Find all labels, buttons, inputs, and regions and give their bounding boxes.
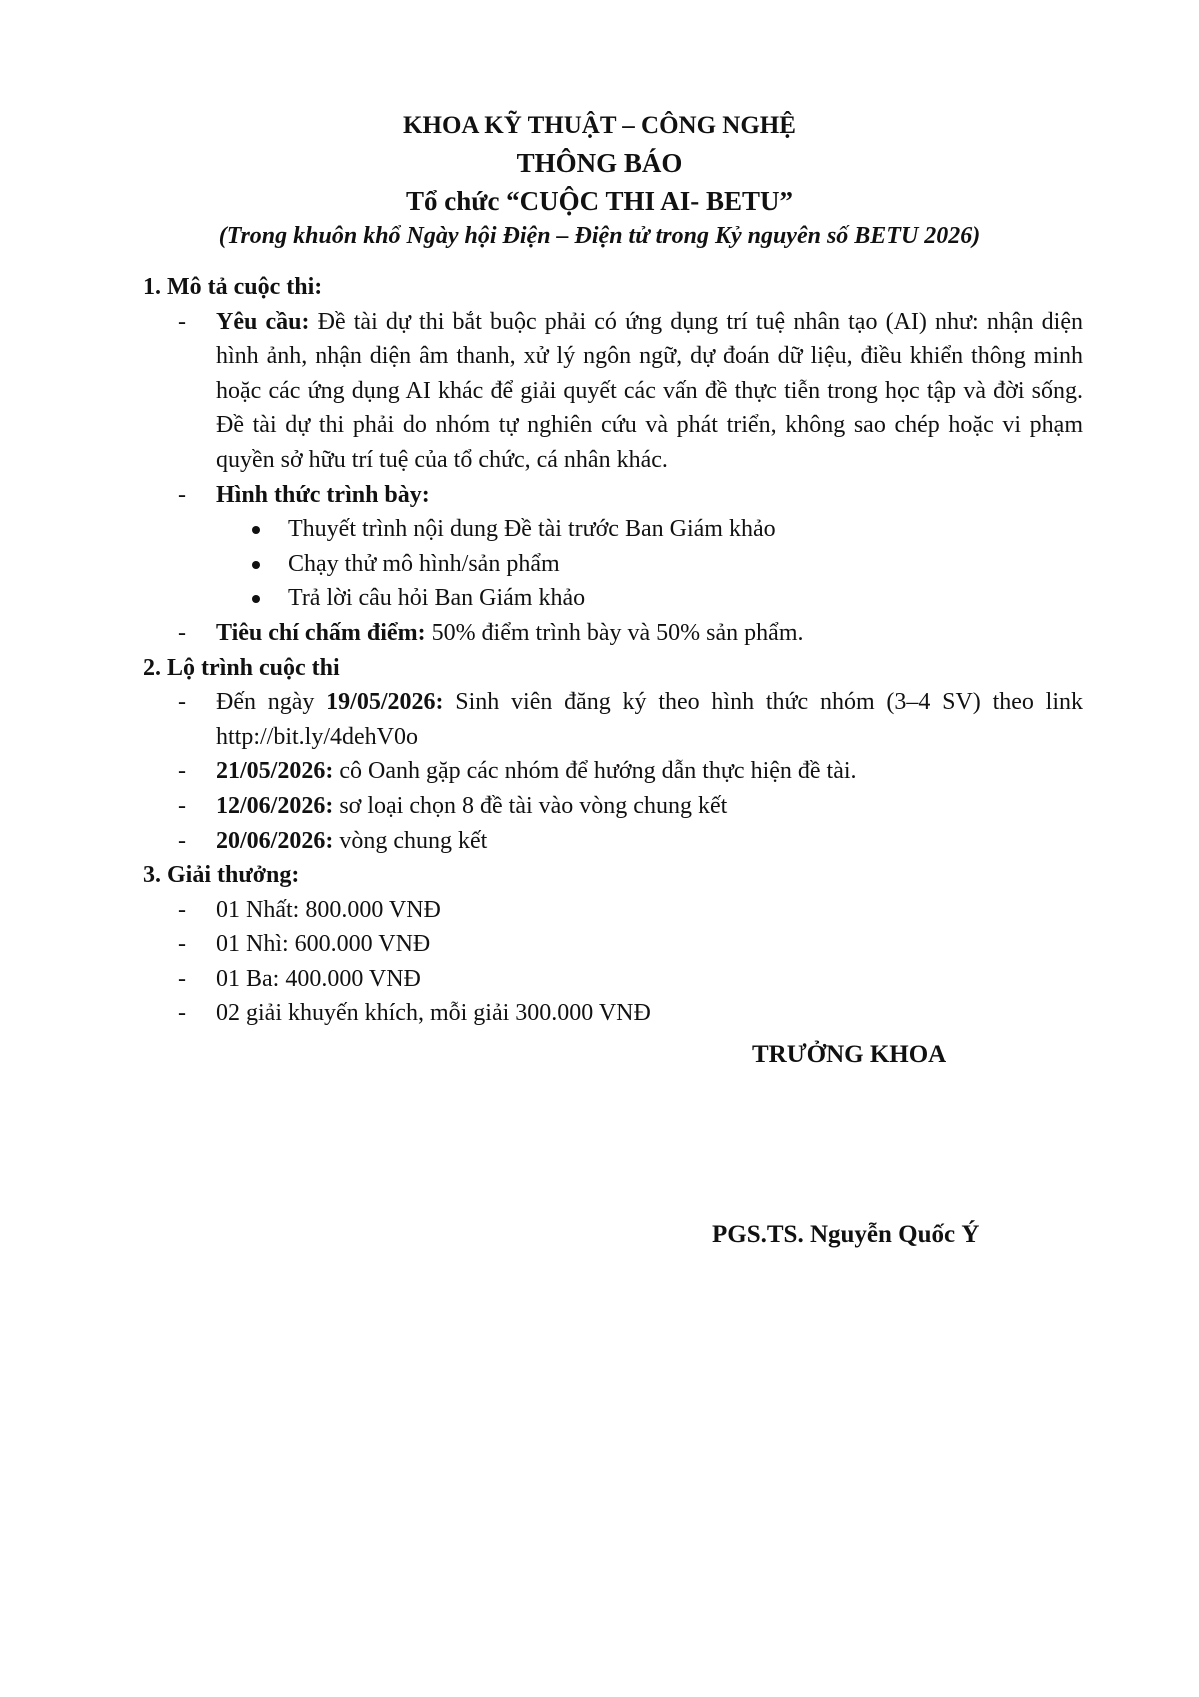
schedule-prefix: Đến ngày [216, 689, 327, 716]
department-heading: KHOA KỸ THUẬT – CÔNG NGHỆ [403, 112, 796, 139]
bullet-text: Thuyết trình nội dung Đề tài trước Ban Giám khảo [288, 516, 776, 543]
requirement-label: Yêu cầu: [216, 308, 310, 335]
dash-marker: - [178, 308, 186, 335]
format-label: Hình thức trình bày: [216, 481, 430, 508]
dash-marker: - [178, 931, 186, 958]
schedule-text: vòng chung kết [333, 827, 488, 854]
bullet-icon [252, 595, 260, 603]
format-bullet [143, 547, 1083, 582]
signature-title: TRƯỞNG KHOA [752, 1041, 947, 1068]
signature-name: PGS.TS. Nguyễn Quốc Ý [712, 1221, 980, 1248]
prize-item [143, 962, 1083, 997]
prize-item [143, 927, 1083, 962]
notice-body [143, 270, 1083, 1031]
event-subtitle: (Trong khuôn khổ Ngày hội Điện – Điện tử trong Kỷ nguyên số BETU 2026) [218, 223, 981, 249]
schedule-date: 21/05/2026: [216, 758, 334, 785]
format-bullet [143, 512, 1083, 547]
dash-marker: - [178, 965, 186, 992]
prize-text: 01 Nhất: 800.000 VNĐ [216, 896, 441, 923]
schedule-item [143, 685, 1083, 754]
criteria-item [143, 616, 1083, 651]
dash-marker: - [178, 481, 186, 508]
prize-text: 01 Ba: 400.000 VNĐ [216, 965, 421, 992]
dash-marker: - [178, 689, 186, 716]
requirement-item [143, 305, 1083, 478]
event-title: Tổ chức “CUỘC THI AI- BETU” [405, 186, 793, 216]
dash-marker: - [178, 827, 186, 854]
bullet-icon [252, 561, 260, 569]
schedule-date: 19/05/2026: [326, 689, 444, 716]
prize-item [143, 893, 1083, 928]
schedule-item [143, 754, 1083, 789]
format-item [143, 478, 1083, 513]
section-title-prizes: 3. Giải thưởng: [143, 862, 300, 889]
dash-marker: - [178, 792, 186, 819]
schedule-text: sơ loại chọn 8 đề tài vào vòng chung kết [333, 792, 728, 819]
criteria-label: Tiêu chí chấm điểm: [216, 619, 426, 646]
format-bullet [143, 581, 1083, 616]
dash-marker: - [178, 758, 186, 785]
prize-text: 02 giải khuyến khích, mỗi giải 300.000 VNĐ [216, 1000, 651, 1027]
schedule-date: 12/06/2026: [216, 792, 334, 819]
prize-text: 01 Nhì: 600.000 VNĐ [216, 931, 431, 958]
dash-marker: - [178, 896, 186, 923]
section-title-description: 1. Mô tả cuộc thi: [143, 274, 323, 300]
requirement-text: Đề tài dự thi bắt buộc phải có ứng dụng trí tuệ nhân tạo (AI) như: nhận diện hình ảnh, nhận diện âm thanh, xử lý ngôn ngữ, dự đoán dữ liệu, điều khiển thông minh hoặc các ứng dụng AI khác để giải quyết các vấn đề thực tiễn trong học tập và đời sống. Đề tài dự thi phải do nhóm tự nghiên cứu và phát triển, không sao chép hoặc vi phạm quyền sở hữu trí tuệ của tổ chức, cá nhân khác. [216, 308, 1083, 473]
schedule-date: 20/06/2026: [216, 827, 334, 854]
schedule-item [143, 824, 1083, 859]
schedule-text: cô Oanh gặp các nhóm để hướng dẫn thực hiện đề tài. [333, 758, 857, 785]
criteria-text: 50% điểm trình bày và 50% sản phẩm. [425, 619, 804, 646]
schedule-text: Sinh viên đăng ký theo hình thức nhóm (3–4 SV) theo link http://bit.ly/4dehV0o [216, 689, 1083, 750]
bullet-text: Chạy thử mô hình/sản phẩm [288, 550, 560, 577]
prize-item [143, 996, 1083, 1031]
section-title-schedule: 2. Lộ trình cuộc thi [143, 654, 340, 681]
dash-marker: - [178, 619, 186, 646]
bullet-icon [252, 526, 260, 534]
notice-heading: THÔNG BÁO [516, 148, 683, 178]
dash-marker: - [178, 1000, 186, 1027]
schedule-item [143, 789, 1083, 824]
bullet-text: Trả lời câu hỏi Ban Giám khảo [288, 585, 586, 612]
